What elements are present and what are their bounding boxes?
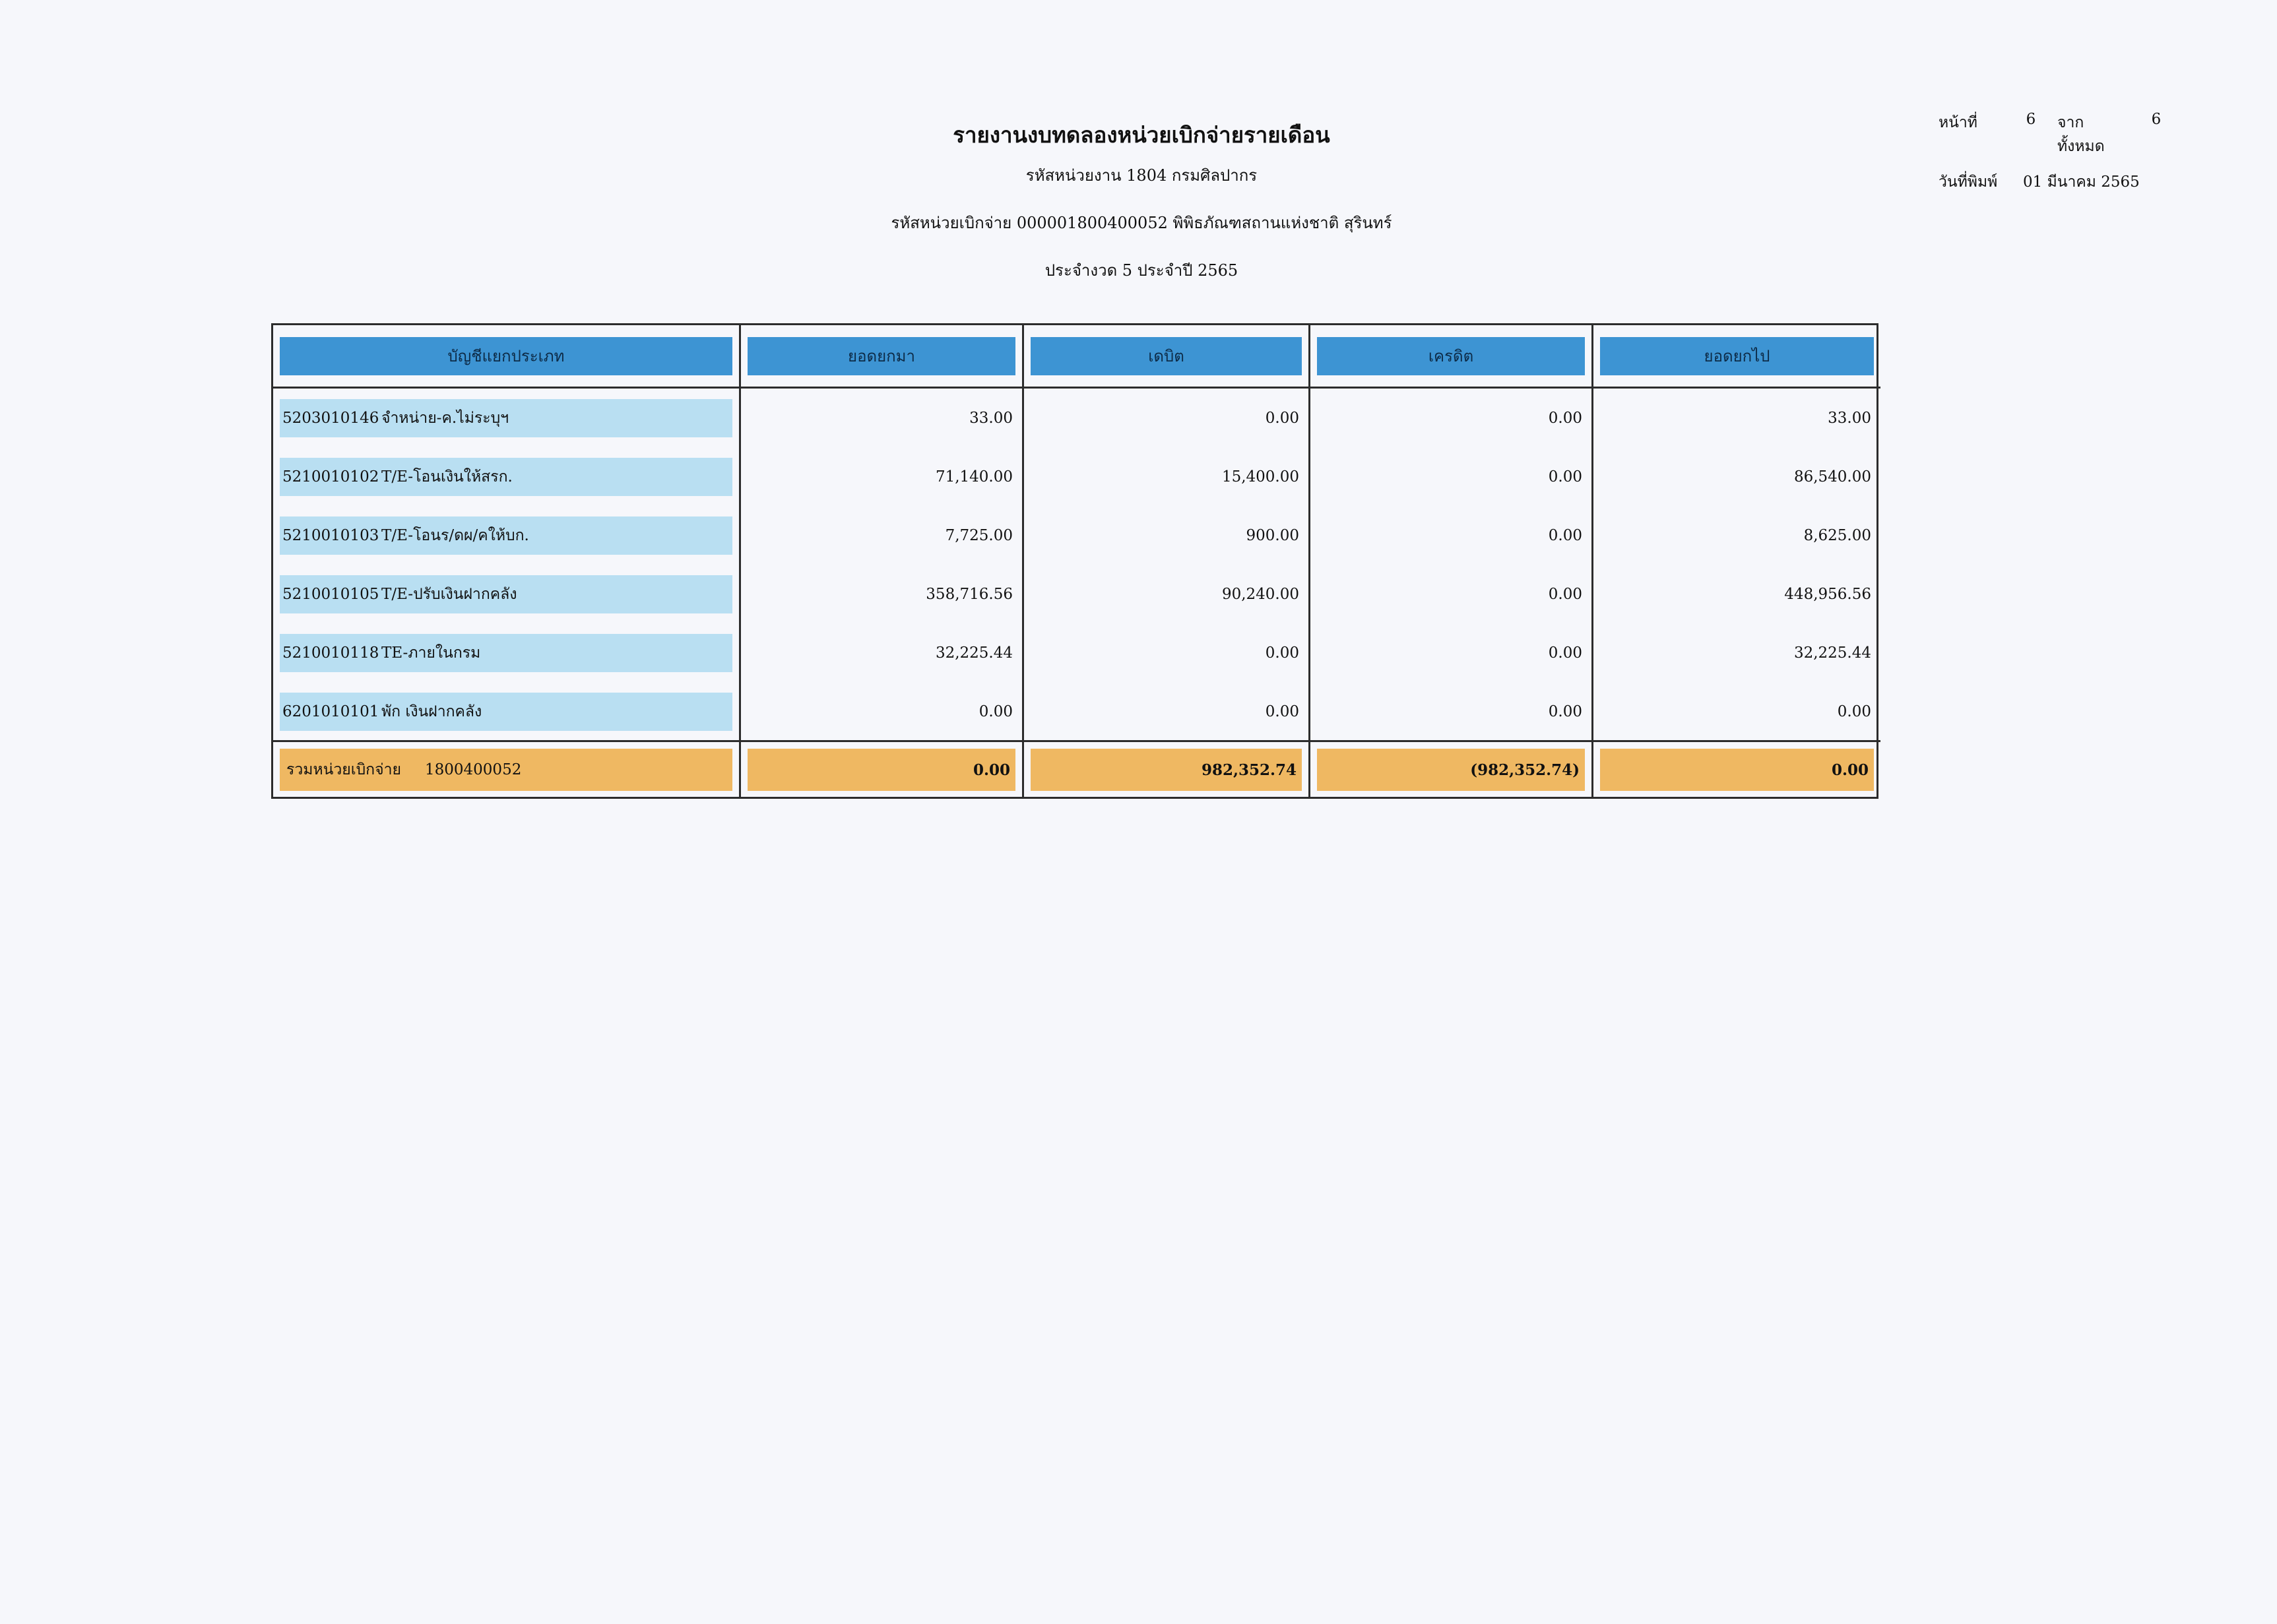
table-row — [280, 399, 732, 437]
debit-value: 90,240.00 — [1221, 586, 1299, 603]
page-info — [1939, 111, 2183, 206]
header-debit — [1024, 325, 1310, 389]
debit-value: 0.00 — [1265, 644, 1299, 662]
debit-value: 0.00 — [1265, 410, 1299, 427]
table-row — [280, 458, 732, 496]
credit-value: 0.00 — [1548, 644, 1582, 662]
carried-forward-column — [1593, 389, 1880, 740]
debit-value: 15,400.00 — [1221, 468, 1299, 485]
header-carried-forward-label: ยอดยกไป — [1600, 337, 1874, 375]
carried-forward-value: 33.00 — [1828, 410, 1871, 427]
brought-forward-column — [741, 389, 1024, 740]
agency-line: รหัสหน่วยงาน 1804 กรมศิลปากร — [1025, 166, 1258, 185]
account-code: 5210010103 — [282, 527, 379, 544]
table-row — [280, 693, 732, 731]
total-label-cell — [273, 740, 741, 797]
trial-balance-table — [271, 323, 1878, 799]
account-code: 6201010101 — [282, 703, 379, 720]
brought-forward-value: 0.00 — [978, 703, 1013, 720]
print-date-label: วันที่พิมพ์ — [1939, 173, 1998, 191]
debit-value: 900.00 — [1246, 527, 1299, 544]
header-credit-label: เครดิต — [1317, 337, 1585, 375]
account-code: 5203010146 — [282, 410, 379, 427]
credit-column — [1310, 389, 1593, 740]
total-brought-forward: 0.00 — [748, 749, 1015, 791]
account-name: T/E-ปรับเงินฝากคลัง — [381, 586, 517, 603]
credit-value: 0.00 — [1548, 468, 1582, 485]
credit-value: 0.00 — [1548, 586, 1582, 603]
credit-value: 0.00 — [1548, 527, 1582, 544]
total-unit-code: 1800400052 — [425, 761, 522, 778]
table-row — [280, 516, 732, 555]
brought-forward-value: 32,225.44 — [935, 644, 1013, 662]
total-credit-cell — [1310, 740, 1593, 797]
brought-forward-value: 358,716.56 — [926, 586, 1013, 603]
page-number: 6 — [2026, 111, 2036, 128]
account-code: 5210010102 — [282, 468, 379, 485]
account-name: จำหน่าย-ค.ไม่ระบุฯ — [381, 410, 509, 427]
total-carried-forward: 0.00 — [1600, 749, 1874, 791]
header-account-label: บัญชีแยกประเภท — [280, 337, 732, 375]
debit-column — [1024, 389, 1310, 740]
credit-value: 0.00 — [1548, 410, 1582, 427]
total-brought-forward-cell — [741, 740, 1024, 797]
carried-forward-value: 448,956.56 — [1784, 586, 1871, 603]
carried-forward-value: 86,540.00 — [1793, 468, 1871, 485]
print-date: 01 มีนาคม 2565 — [2023, 173, 2140, 191]
header-brought-forward — [741, 325, 1024, 389]
header-credit — [1310, 325, 1593, 389]
account-name: TE-ภายในกรม — [381, 644, 481, 662]
report-title: รายงานงบทดลองหน่วยเบิกจ่ายรายเดือน — [953, 122, 1330, 148]
account-name: T/E-โอนเงินให้สรก. — [381, 468, 513, 485]
page-label: หน้าที่ — [1939, 114, 1977, 131]
carried-forward-value: 32,225.44 — [1793, 644, 1871, 662]
account-name: T/E-โอนร/ดผ/คให้บก. — [381, 527, 529, 544]
brought-forward-value: 33.00 — [969, 410, 1013, 427]
account-code: 5210010118 — [282, 644, 379, 662]
debit-value: 0.00 — [1265, 703, 1299, 720]
account-column — [273, 389, 741, 740]
table-row — [280, 575, 732, 613]
total-debit-cell — [1024, 740, 1310, 797]
total-pages: 6 — [2151, 111, 2162, 128]
brought-forward-value: 7,725.00 — [945, 527, 1013, 544]
total-label: รวมหน่วยเบิกจ่าย — [286, 761, 401, 778]
header-carried-forward — [1593, 325, 1880, 389]
header-account — [273, 325, 741, 389]
account-name: พัก เงินฝากคลัง — [381, 703, 482, 720]
account-code: 5210010105 — [282, 586, 379, 603]
credit-value: 0.00 — [1548, 703, 1582, 720]
carried-forward-value: 8,625.00 — [1803, 527, 1871, 544]
header-debit-label: เดบิต — [1031, 337, 1302, 375]
total-carried-forward-cell — [1593, 740, 1880, 797]
brought-forward-value: 71,140.00 — [935, 468, 1013, 485]
table-row — [280, 634, 732, 672]
header-brought-forward-label: ยอดยกมา — [748, 337, 1015, 375]
period-line: ประจำงวด 5 ประจำปี 2565 — [1044, 261, 1238, 280]
total-pages-label: จากทั้งหมด — [2057, 114, 2105, 155]
unit-line: รหัสหน่วยเบิกจ่าย 000001800400052 พิพิธภัณฑสถานแห่งชาติ สุรินทร์ — [891, 214, 1392, 232]
carried-forward-value: 0.00 — [1837, 703, 1871, 720]
total-credit: (982,352.74) — [1317, 749, 1585, 791]
total-debit: 982,352.74 — [1031, 749, 1302, 791]
